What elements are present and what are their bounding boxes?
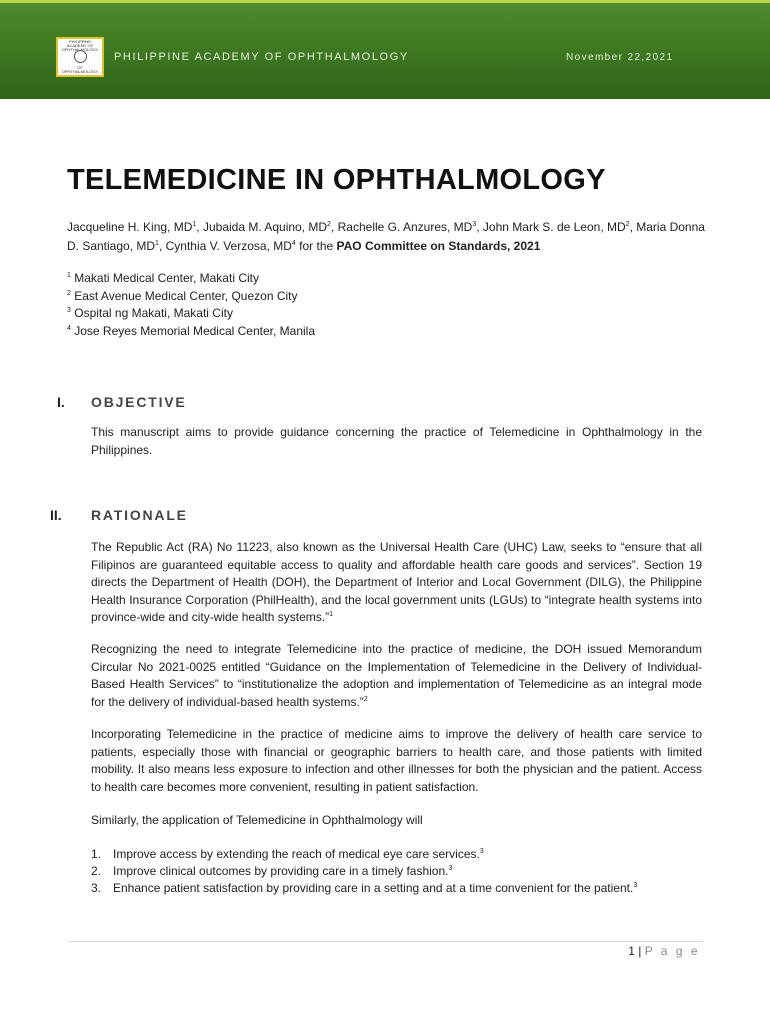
rationale-paragraph: Recognizing the need to integrate Telemedicine into the practice of medicine, the DOH issued Memorandum Circular No 2021-0025 entitled “Guidance on the Implementation of Telemedicine in the Delivery of Individual-Based Health Services” to “institutionalize the adoption and implementation of Telemedicine as an integral mode for the delivery of individual-based health systems.”$^2$ bbox=[91, 642, 702, 709]
citation-mark: 3 bbox=[479, 848, 484, 855]
author-name: Maria Donna D. Santiago, MD bbox=[67, 220, 705, 253]
author-name: John Mark S. de Leon, MD bbox=[482, 220, 626, 234]
rationale-paragraph: Incorporating Telemedicine in the practice of medicine aims to improve the delivery of health care service to patients, especially those with financial or geographic barriers to health care, and those patients with limited mobility. It also means less exposure to infection and other illnesses for both the physician and the patient. Access to health care becomes more convenient, resulting in patient satisfaction. bbox=[91, 727, 702, 794]
author-list: Jacqueline H. King, $MD^1$, Jubaida M. Aquino, $MD^2$, Rachelle G. Anzures, $MD^3$, John Mark S. de Leon, $MD^2$, Maria Donna D. Santiago, $MD^1$, Cynthia V. Verzosa, $MD^4$ for the PAO Committee on Standards, 2021 bbox=[67, 220, 705, 253]
author-name: Jacqueline H. King, MD bbox=[67, 220, 193, 234]
citation-mark: 2 bbox=[363, 695, 368, 703]
logo-text-bottom: OF OPHTHALMOLOGY bbox=[61, 65, 99, 74]
author-name: Rachelle G. Anzures, MD bbox=[337, 220, 473, 234]
section-heading-objective: OBJECTIVE bbox=[91, 394, 187, 410]
affiliation-item: $^2$ East Avenue Medical Center, Quezon City bbox=[67, 288, 298, 303]
author-affiliation-mark: 1 bbox=[192, 221, 197, 228]
author-name: Jubaida M. Aquino, MD bbox=[202, 220, 328, 234]
logo-text-top: PHILIPPINE ACADEMY OF OPHTHALMOLOGY bbox=[61, 39, 99, 52]
affiliation-item: $^3$ Ospital ng Makati, Makati City bbox=[67, 306, 233, 320]
author-affiliation-mark: 3 bbox=[472, 221, 477, 228]
affiliation-item: $^4$ Jose Reyes Memorial Medical Center, Manila bbox=[67, 323, 316, 338]
rationale-paragraph: The Republic Act (RA) No 11223, also known as the Universal Health Care (UHC) Law, seeks to “ensure that all Filipinos are guaranteed equitable access to quality and affordable health care goods and services”. Section 19 directs the Department of Health (DOH), the Department of Interior and Local Government (DILG), the Philippine Health Insurance Corporation (PhilHealth), and the local government units (LGUs) to “integrate health systems into province-wide and city-wide health systems.”$^1$ bbox=[91, 540, 702, 624]
rationale-paragraph: Similarly, the application of Telemedicine in Ophthalmology will bbox=[91, 813, 423, 827]
author-affiliation-mark: 2 bbox=[327, 221, 331, 228]
document-title: TELEMEDICINE IN OPHTHALMOLOGY bbox=[67, 164, 606, 196]
author-affiliation-mark: 1 bbox=[155, 240, 159, 247]
document-header bbox=[0, 0, 770, 99]
citation-mark: 1 bbox=[329, 611, 334, 618]
authors-for-text: for the bbox=[299, 239, 334, 253]
committee-name: PAO Committee on Standards, 2021 bbox=[336, 239, 541, 253]
pao-logo bbox=[56, 37, 104, 77]
author-affiliation-mark: 4 bbox=[291, 240, 296, 247]
citation-mark: 3 bbox=[448, 865, 453, 872]
affiliation-item: $^1$ Makati Medical Center, Makati City bbox=[67, 271, 259, 285]
author-name: Cynthia V. Verzosa, MD bbox=[165, 239, 292, 253]
list-item: 1. Improve access by extending the reach of medical eye care services.$^3$ bbox=[91, 847, 484, 861]
citation-mark: 3 bbox=[633, 882, 638, 889]
benefits-list bbox=[91, 846, 702, 897]
section-heading-rationale: RATIONALE bbox=[91, 507, 188, 523]
footer-divider bbox=[67, 941, 703, 942]
page-number: 1 | P a g e bbox=[628, 944, 700, 958]
section-number: I. bbox=[57, 394, 65, 410]
list-item: 3. Enhance patient satisfaction by providing care in a setting and at a time convenient for the patient.$^3$ bbox=[91, 881, 638, 895]
author-affiliation-mark: 2 bbox=[625, 221, 630, 228]
section-number: II. bbox=[50, 507, 62, 523]
list-item: 2. Improve clinical outcomes by providing care in a timely fashion.$^3$ bbox=[91, 864, 453, 878]
logo-seal-icon bbox=[74, 50, 87, 63]
affiliation-list bbox=[67, 270, 315, 340]
objective-paragraph: This manuscript aims to provide guidance concerning the practice of Telemedicine in Ophthalmology in the Philippines. bbox=[91, 425, 702, 457]
header-date: November 22,2021 bbox=[566, 52, 674, 63]
header-organization: PHILIPPINE ACADEMY OF OPHTHALMOLOGY bbox=[114, 51, 409, 63]
